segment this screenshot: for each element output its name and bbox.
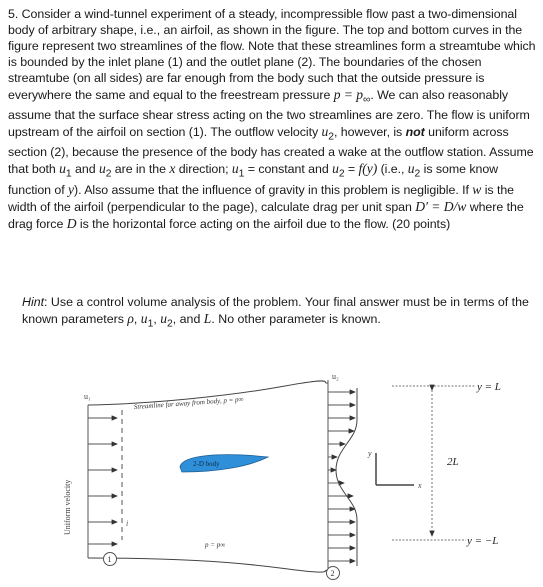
inlet-velocity-arrows	[88, 418, 117, 544]
hint-label: Hint	[22, 295, 45, 309]
wake-profile-curve	[336, 388, 357, 566]
hint-text: Hint: Use a control volume analysis of the problem. Your final answer must be in terms of the known parameters ρ, $u_1$, $u_2$, and L. No other parameter is known.	[22, 295, 529, 330]
outlet-velocity-arrows	[328, 392, 355, 561]
y-bottom-label: y = −L	[467, 535, 499, 547]
bottom-pressure-label: p = p∞	[205, 541, 226, 549]
station-2-label: 2	[330, 569, 335, 578]
bottom-streamline	[88, 558, 328, 572]
station-1-label: 1	[107, 555, 112, 564]
top-streamline-label: Streamline far away from body, p = p∞	[133, 395, 244, 411]
uniform-velocity-label: Uniform velocity	[63, 479, 72, 535]
span-label: 2L	[447, 456, 459, 468]
wind-tunnel-figure	[50, 360, 520, 585]
u2-label: u₂	[332, 372, 339, 381]
u1-label: u₁	[84, 392, 91, 401]
problem-statement: 5. Consider a wind-tunnel experiment of a steady, incompressible flow past a two-dimensional body of arbitrary shape, i.e., an airfoil, as shown in the figure. The top and bottom curves in the figure represent two streamlines of the flow. Note that these streamlines form a streamtube which is bounded by the inlet plane (1) and the outlet plane (2). The boundaries of the chosen streamtube (on all sides) are far enough from the body such that the outside pressure is everywhere the same and equal to the freestream pressure $p = p_\infty$. We can also reasonably assume that the surface shear stress acting on the two streamlines are zero. The flow is uniform upstream of the airfoil on section (1). The outflow velocity $u_2$, however, is not uniform across section (2), because the presence of the body has created a wake at the outflow station. Assume that both $u_1$ and $u_2$ are in the x direction; $u_1$ = constant and $u_2 = f(y)$ (i.e., $u_2$ is some know function of y). Also assume that the influence of gravity in this problem is negligible. If w is the width of the airfoil (perpendicular to the page), calculate drag per unit span D′ = D/w where the drag force D is the horizontal force acting on the airfoil due to the flow. (20 points)	[8, 7, 536, 232]
y-top-label: y = L	[477, 381, 501, 393]
local-axes	[367, 449, 422, 490]
axis-x-label: x	[418, 481, 422, 490]
axis-y-label: y	[368, 449, 372, 458]
body-label: 2-D body	[193, 460, 220, 468]
small-i-label: i	[126, 519, 129, 528]
